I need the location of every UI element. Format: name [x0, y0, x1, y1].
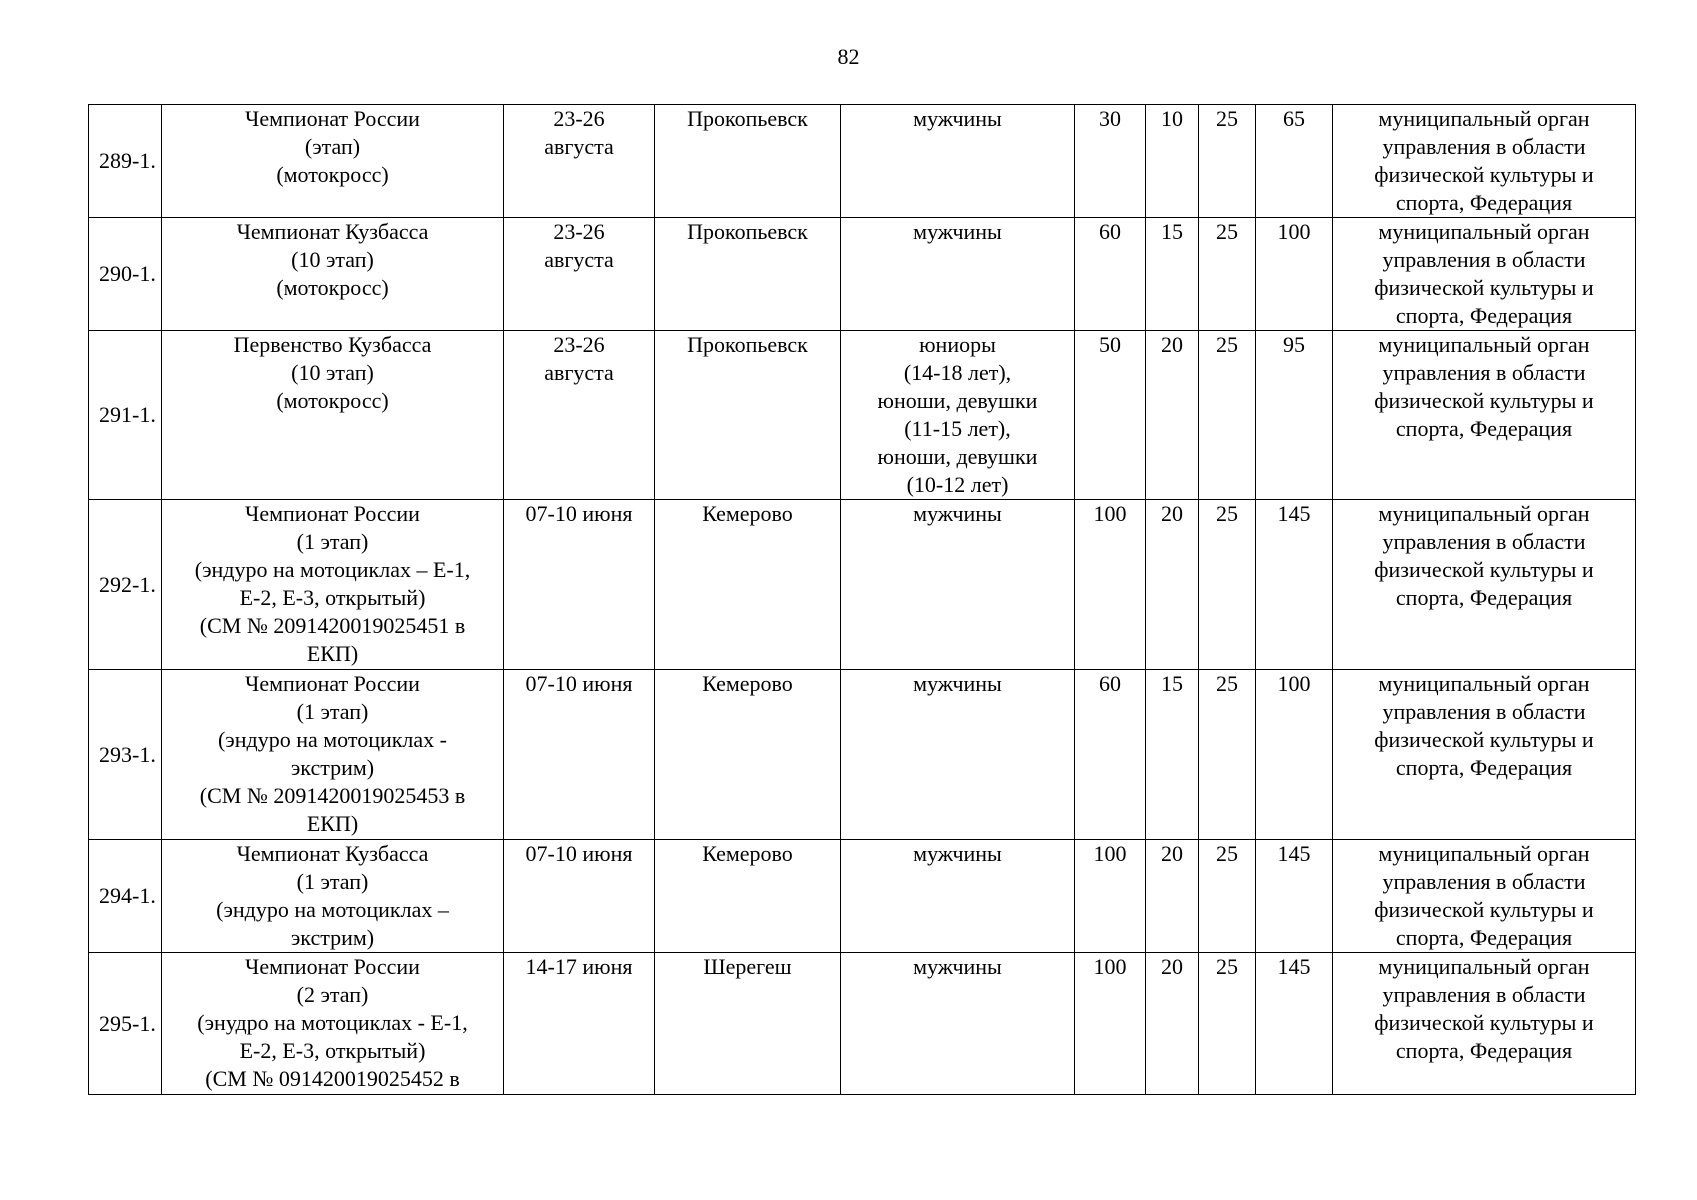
event-name: Чемпионат Кузбасса (10 этап) (мотокросс)	[162, 218, 504, 331]
event-count-total: 100	[1256, 218, 1333, 331]
event-dates: 23-26 августа	[504, 218, 655, 331]
event-count-3: 25	[1199, 105, 1256, 218]
event-name: Чемпионат Кузбасса (1 этап) (эндуро на мотоциклах – экстрим)	[162, 840, 504, 953]
event-name: Чемпионат России (1 этап) (эндуро на мотоциклах – Е-1, Е-2, Е-3, открытый) (СМ № 2091420019025451 в ЕКП)	[162, 500, 504, 670]
event-count-3: 25	[1199, 500, 1256, 670]
event-organizer: муниципальный орган управления в области физической культуры и спорта, Федерация	[1333, 953, 1636, 1095]
event-count-2: 20	[1146, 953, 1199, 1095]
table-row	[89, 331, 1636, 500]
event-participants: мужчины	[841, 953, 1075, 1095]
event-place: Кемерово	[655, 840, 841, 953]
event-dates: 14-17 июня	[504, 953, 655, 1095]
event-count-total: 95	[1256, 331, 1333, 500]
event-count-3: 25	[1199, 218, 1256, 331]
event-place: Прокопьевск	[655, 218, 841, 331]
event-participants: мужчины	[841, 105, 1075, 218]
event-count-2: 15	[1146, 218, 1199, 331]
event-count-1: 100	[1075, 953, 1146, 1095]
event-count-1: 30	[1075, 105, 1146, 218]
event-participants: мужчины	[841, 840, 1075, 953]
event-name: Чемпионат России (2 этап) (энудро на мотоциклах - Е-1, Е-2, Е-3, открытый) (СМ № 091420019025452 в	[162, 953, 504, 1095]
event-place: Кемерово	[655, 670, 841, 840]
event-participants: мужчины	[841, 670, 1075, 840]
event-number: 290-1.	[89, 218, 162, 331]
event-count-2: 10	[1146, 105, 1199, 218]
event-number: 289-1.	[89, 105, 162, 218]
event-count-total: 100	[1256, 670, 1333, 840]
table-row	[89, 670, 1636, 840]
event-count-1: 100	[1075, 840, 1146, 953]
event-name: Чемпионат России (1 этап) (эндуро на мотоциклах - экстрим) (СМ № 2091420019025453 в ЕКП)	[162, 670, 504, 840]
table-row	[89, 500, 1636, 670]
event-organizer: муниципальный орган управления в области физической культуры и спорта, Федерация	[1333, 840, 1636, 953]
event-count-1: 60	[1075, 670, 1146, 840]
event-count-3: 25	[1199, 840, 1256, 953]
event-organizer: муниципальный орган управления в области физической культуры и спорта, Федерация	[1333, 105, 1636, 218]
event-count-2: 15	[1146, 670, 1199, 840]
event-count-total: 65	[1256, 105, 1333, 218]
event-name: Чемпионат России (этап) (мотокросс)	[162, 105, 504, 218]
event-count-2: 20	[1146, 500, 1199, 670]
event-count-3: 25	[1199, 953, 1256, 1095]
event-participants: мужчины	[841, 500, 1075, 670]
event-count-2: 20	[1146, 331, 1199, 500]
event-count-2: 20	[1146, 840, 1199, 953]
event-organizer: муниципальный орган управления в области физической культуры и спорта, Федерация	[1333, 670, 1636, 840]
event-place: Прокопьевск	[655, 105, 841, 218]
event-count-1: 50	[1075, 331, 1146, 500]
event-count-1: 100	[1075, 500, 1146, 670]
event-place: Шерегеш	[655, 953, 841, 1095]
event-name: Первенство Кузбасса (10 этап) (мотокросс)	[162, 331, 504, 500]
event-number: 292-1.	[89, 500, 162, 670]
event-participants: юниоры (14-18 лет), юноши, девушки (11-15 лет), юноши, девушки (10-12 лет)	[841, 331, 1075, 500]
event-dates: 07-10 июня	[504, 670, 655, 840]
event-participants: мужчины	[841, 218, 1075, 331]
event-organizer: муниципальный орган управления в области физической культуры и спорта, Федерация	[1333, 331, 1636, 500]
table-row	[89, 840, 1636, 953]
event-organizer: муниципальный орган управления в области физической культуры и спорта, Федерация	[1333, 500, 1636, 670]
table-row	[89, 105, 1636, 218]
event-place: Прокопьевск	[655, 331, 841, 500]
table-row	[89, 953, 1636, 1095]
event-number: 291-1.	[89, 331, 162, 500]
event-organizer: муниципальный орган управления в области физической культуры и спорта, Федерация	[1333, 218, 1636, 331]
event-count-3: 25	[1199, 331, 1256, 500]
event-count-total: 145	[1256, 953, 1333, 1095]
event-dates: 23-26 августа	[504, 331, 655, 500]
events-table	[88, 104, 1636, 1095]
event-number: 293-1.	[89, 670, 162, 840]
event-count-1: 60	[1075, 218, 1146, 331]
event-number: 295-1.	[89, 953, 162, 1095]
event-count-total: 145	[1256, 500, 1333, 670]
event-place: Кемерово	[655, 500, 841, 670]
table-row	[89, 218, 1636, 331]
event-count-3: 25	[1199, 670, 1256, 840]
event-count-total: 145	[1256, 840, 1333, 953]
event-dates: 07-10 июня	[504, 500, 655, 670]
page-number: 82	[837, 44, 860, 69]
event-dates: 23-26 августа	[504, 105, 655, 218]
event-number: 294-1.	[89, 840, 162, 953]
event-dates: 07-10 июня	[504, 840, 655, 953]
